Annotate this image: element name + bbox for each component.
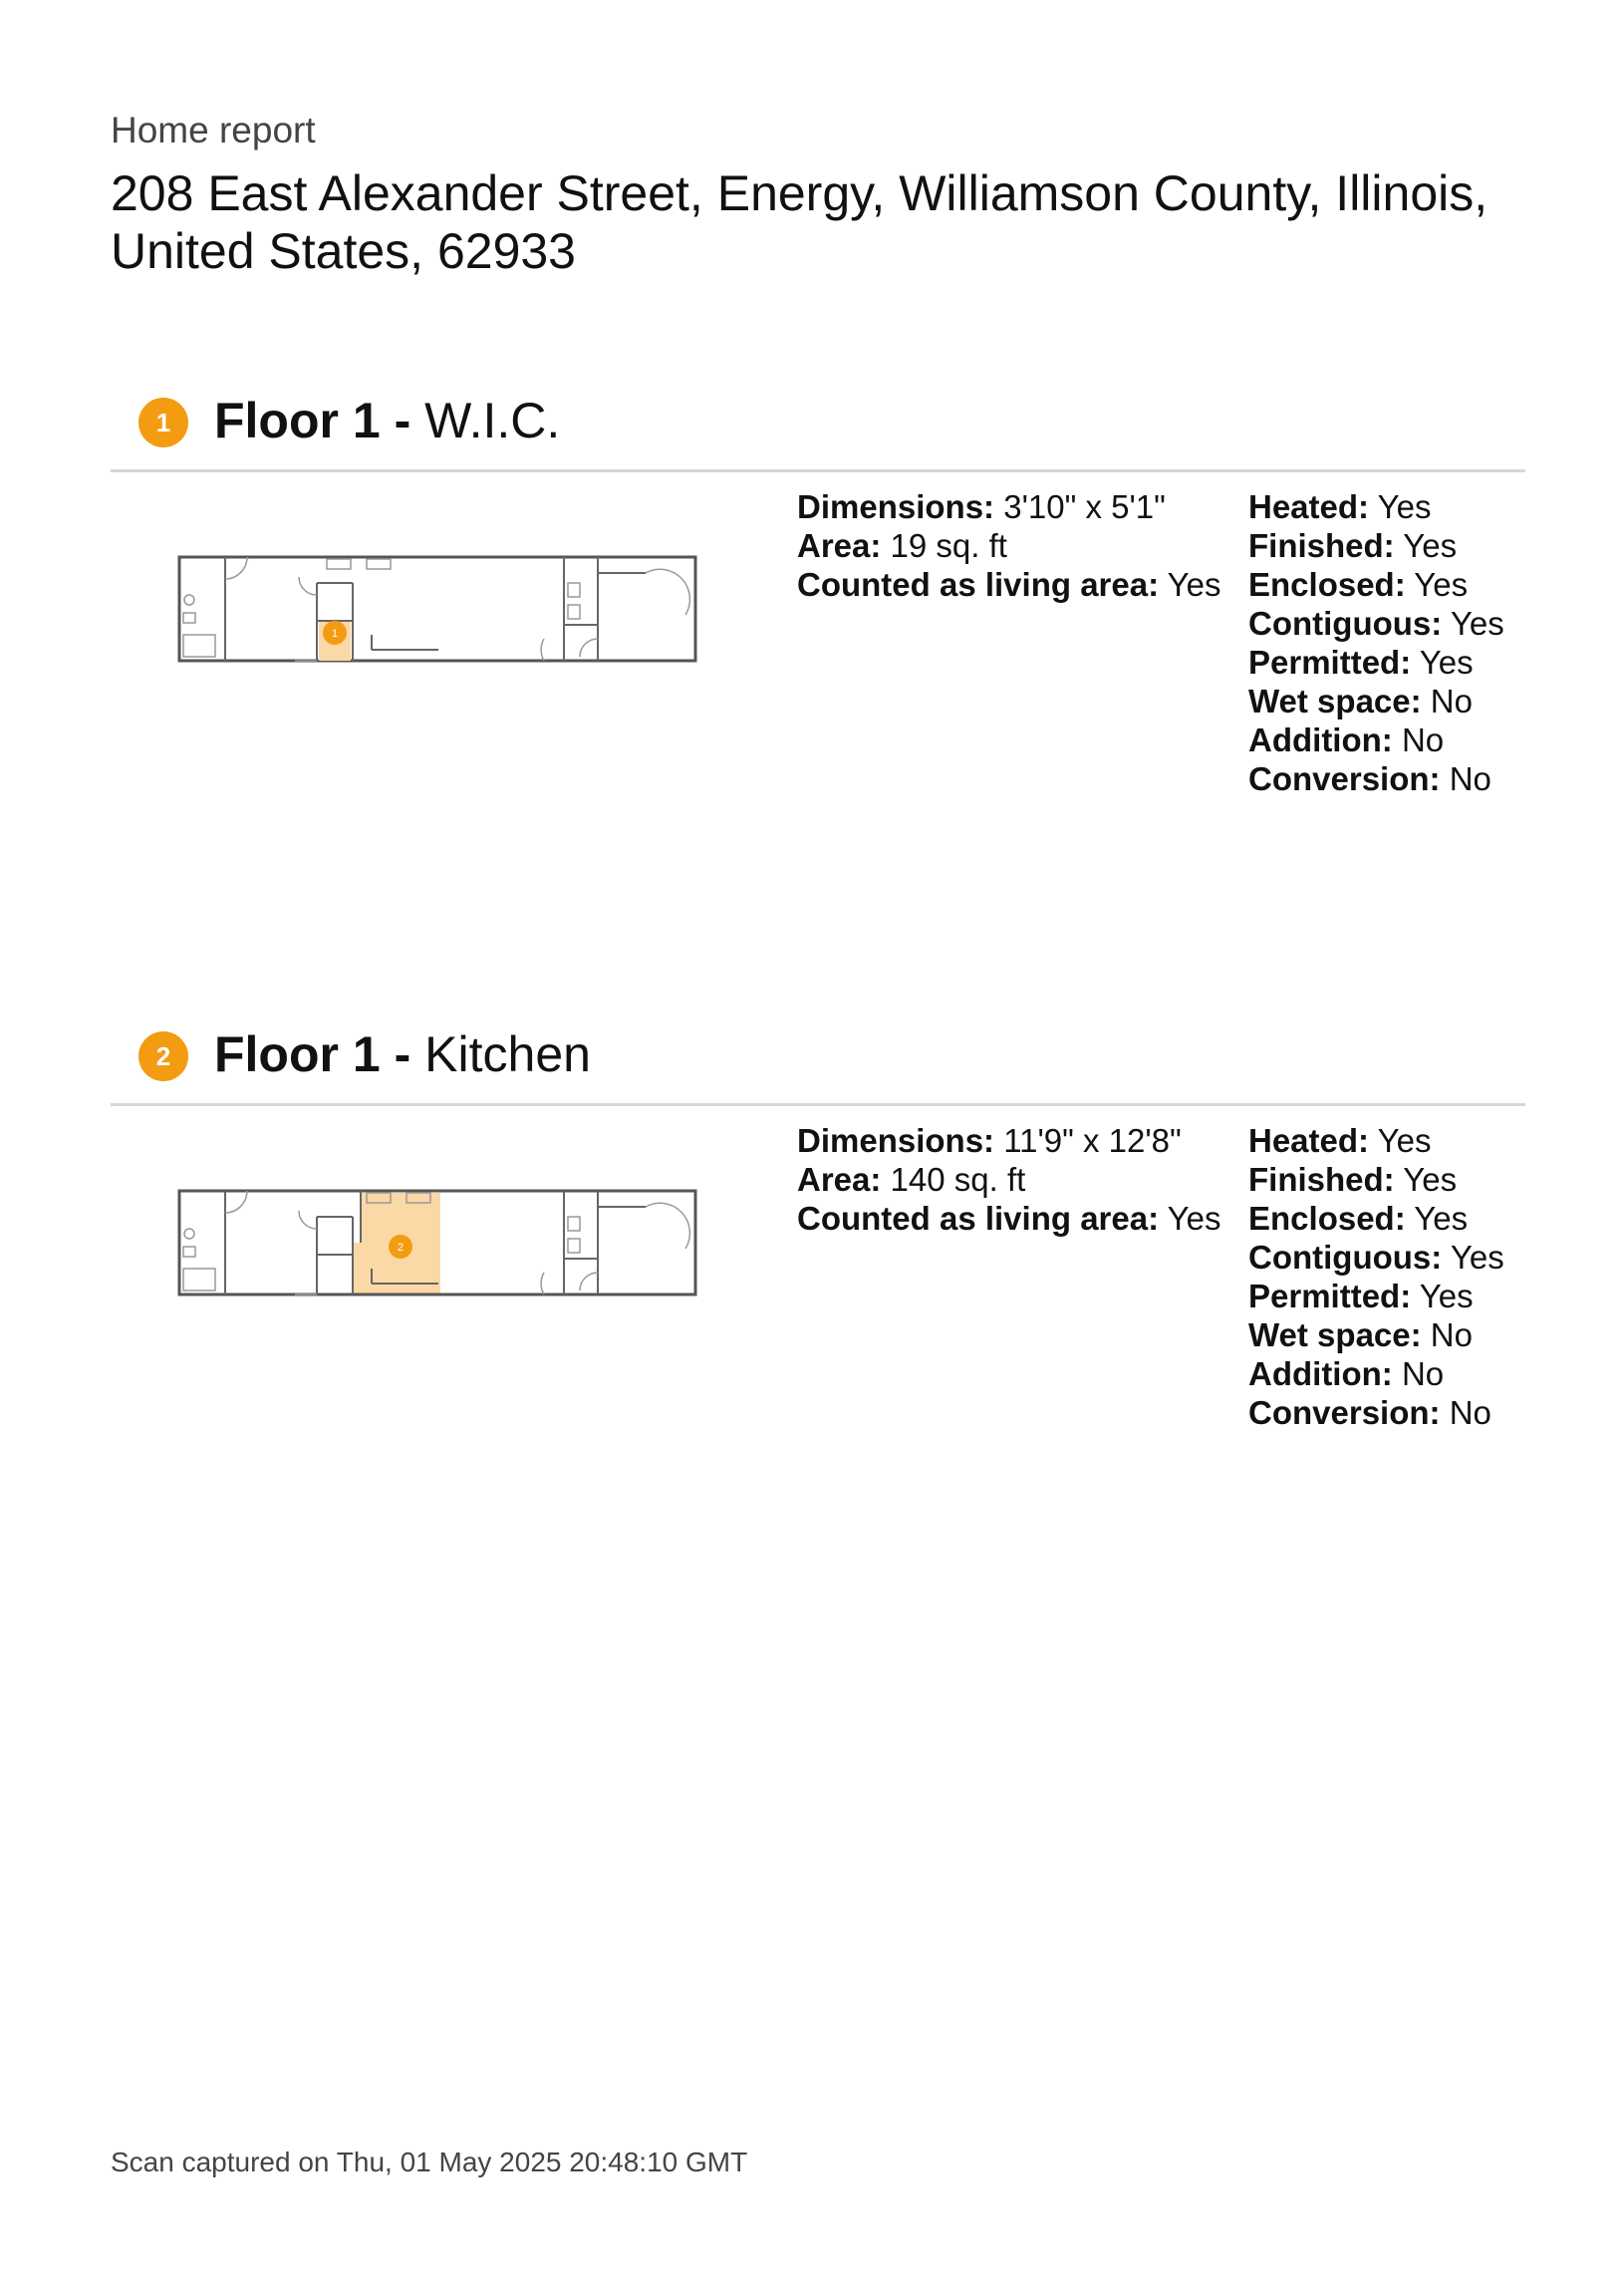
title-separator: - <box>394 393 411 448</box>
heated-row: Heated: Yes <box>1248 488 1432 525</box>
room-number-badge: 2 <box>138 1031 188 1081</box>
scan-timestamp: Scan captured on Thu, 01 May 2025 20:48:10 GMT <box>111 2147 748 2177</box>
area-value: 140 sq. ft <box>890 1161 1026 1198</box>
living-area-row: Counted as living area: Yes <box>797 566 1221 603</box>
living-area-value: Yes <box>1167 1200 1221 1237</box>
floor-label: Floor 1 <box>214 1026 381 1082</box>
living-area-row: Counted as living area: Yes <box>797 1200 1221 1237</box>
title-separator: - <box>394 1026 411 1082</box>
enclosed-row: Enclosed: Yes <box>1248 566 1469 603</box>
room-name: W.I.C. <box>424 393 561 448</box>
finished-row: Finished: Yes <box>1248 1161 1458 1198</box>
report-label: Home report <box>111 110 316 150</box>
floor-label: Floor 1 <box>214 393 381 448</box>
floor-plan-thumbnail <box>177 1189 697 1298</box>
wet-space-row: Wet space: No <box>1248 1316 1473 1353</box>
heated-row: Heated: Yes <box>1248 1122 1432 1159</box>
finished-row: Finished: Yes <box>1248 527 1458 564</box>
room-header <box>111 1013 1525 1106</box>
area-value: 19 sq. ft <box>890 527 1007 564</box>
dimensions-row: Dimensions: 3'10" x 5'1" <box>797 488 1166 525</box>
property-address: 208 East Alexander Street, Energy, Williamson County, Illinois, United States, 62933 <box>111 165 1488 279</box>
room-details <box>797 487 1221 604</box>
wet-space-row: Wet space: No <box>1248 683 1473 719</box>
room-attributes <box>1248 1121 1504 1432</box>
dimensions-value: 11'9" x 12'8" <box>1003 1122 1182 1159</box>
area-row: Area: 19 sq. ft <box>797 527 1007 564</box>
enclosed-row: Enclosed: Yes <box>1248 1200 1469 1237</box>
addition-row: Addition: No <box>1248 721 1445 758</box>
contiguous-row: Contiguous: Yes <box>1248 605 1504 642</box>
room-title <box>214 1019 591 1089</box>
conversion-row: Conversion: No <box>1248 1394 1491 1431</box>
room-attributes <box>1248 487 1504 798</box>
dimensions-value: 3'10" x 5'1" <box>1003 488 1166 525</box>
dimensions-row: Dimensions: 11'9" x 12'8" <box>797 1122 1182 1159</box>
permitted-row: Permitted: Yes <box>1248 644 1474 681</box>
contiguous-row: Contiguous: Yes <box>1248 1239 1504 1276</box>
conversion-row: Conversion: No <box>1248 760 1491 797</box>
room-number-badge: 1 <box>138 398 188 447</box>
room-title <box>214 386 560 455</box>
area-row: Area: 140 sq. ft <box>797 1161 1026 1198</box>
permitted-row: Permitted: Yes <box>1248 1278 1474 1314</box>
room-marker-number: 2 <box>397 1242 405 1254</box>
living-area-value: Yes <box>1167 566 1221 603</box>
addition-row: Addition: No <box>1248 1355 1445 1392</box>
floor-plan-thumbnail <box>177 555 697 665</box>
room-header <box>111 380 1525 472</box>
room-name: Kitchen <box>424 1026 591 1082</box>
room-marker-number: 1 <box>331 628 339 640</box>
room-details <box>797 1121 1221 1238</box>
